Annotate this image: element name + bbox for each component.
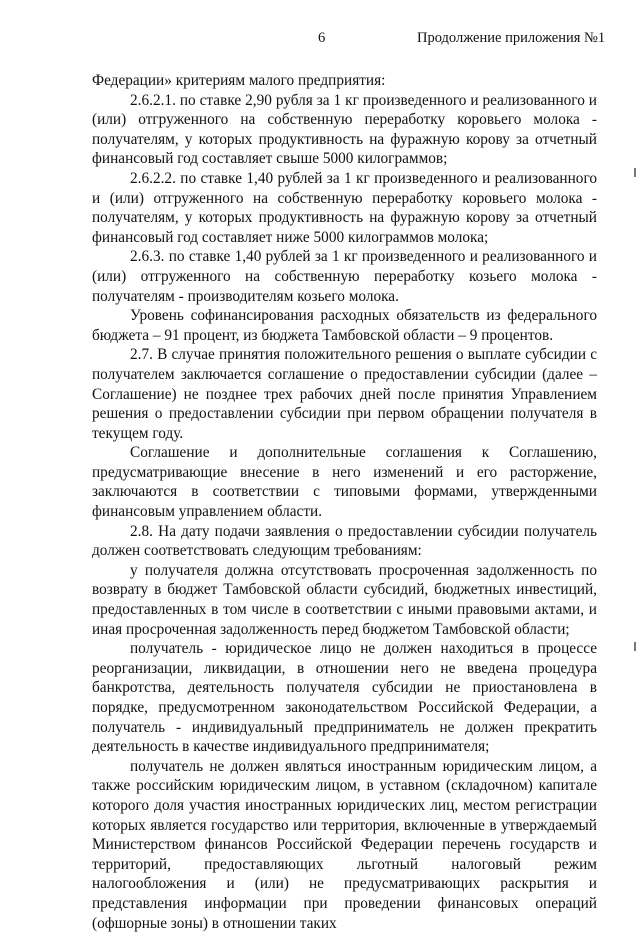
- document-body: [92, 71, 597, 933]
- paragraph: 2.7. В случае принятия положительного решения о выплате субсидии с получателем заключается соглашение о предоставлении субсидии (далее – Соглашение) не позднее трех рабочих дней после принятия Управлением решения о предоставлении субсидии при первом обращении получателя в текущем году.: [92, 346, 597, 442]
- paragraph: 2.6.2.1. по ставке 2,90 рубля за 1 кг произведенного и реализованного и (или) отгруженного на собственную переработку коровьего молока - получателям, у которых продуктивность на фуражную корову за отчетный финансовый год составляет свыше 5000 килограммов;: [92, 91, 597, 168]
- appendix-label: Продолжение приложения №1: [417, 30, 606, 46]
- paragraph: получатель - юридическое лицо не должен находиться в процессе реорганизации, ликвидации, в отношении него не введена процедура банкротства, деятельность получателя субсидии не приостановлена в порядке, предусмотренном законодательством Российской Федерации, а получатель - индивидуальный предприниматель не должен прекратить деятельность в качестве индивидуального предпринимателя;: [92, 640, 597, 756]
- page-number: 6: [318, 30, 326, 46]
- paragraph: у получателя должна отсутствовать просроченная задолженность по возврату в бюджет Тамбовской области субсидий, бюджетных инвестиций, предоставленных в том числе в соответствии с иными правовыми актами, и иная просроченная задолженность перед бюджетом Тамбовской области;: [92, 561, 597, 638]
- paragraph: 2.6.2.2. по ставке 1,40 рублей за 1 кг произведенного и реализованного и (или) отгруженного на собственную переработку коровьего молока - получателям, у которых продуктивность на фуражную корову за отчетный финансовый год составляет ниже 5000 килограммов молока;: [92, 169, 597, 246]
- paragraph: получатель не должен являться иностранным юридическим лицом, а также российским юридическим лицом, в уставном (складочном) капитале которого доля участия иностранных юридических лиц, местом регистрации которых является государство или территория, включенные в утверждаемый Министерством финансов Российской Федерации перечень государств и территорий, предоставляющих льготный налоговый режим налогообложения и (или) не предусматривающих раскрытия и представления информации при проведении финансовых операций (офшорные зоны) в отношении таких: [92, 757, 597, 932]
- paragraph: Соглашение и дополнительные соглашения к Соглашению, предусматривающие внесение в него изменений и его расторжение, заключаются в соответствии с типовыми формами, утвержденными финансовым управлением области.: [92, 444, 597, 521]
- scan-mark: [634, 642, 636, 651]
- paragraph: 2.6.3. по ставке 1,40 рублей за 1 кг произведенного и реализованного и (или) отгруженного на собственную переработку козьего молока - получателям - производителям козьего молока.: [92, 248, 597, 305]
- paragraph: Уровень софинансирования расходных обязательств из федерального бюджета – 91 процент, из бюджета Тамбовской области – 9 процентов.: [92, 307, 597, 344]
- paragraph: 2.8. На дату подачи заявления о предоставлении субсидии получатель должен соответствовать следующим требованиям:: [92, 522, 597, 560]
- paragraph: Федерации» критериям малого предприятия:: [92, 72, 386, 89]
- scan-mark: [634, 168, 636, 177]
